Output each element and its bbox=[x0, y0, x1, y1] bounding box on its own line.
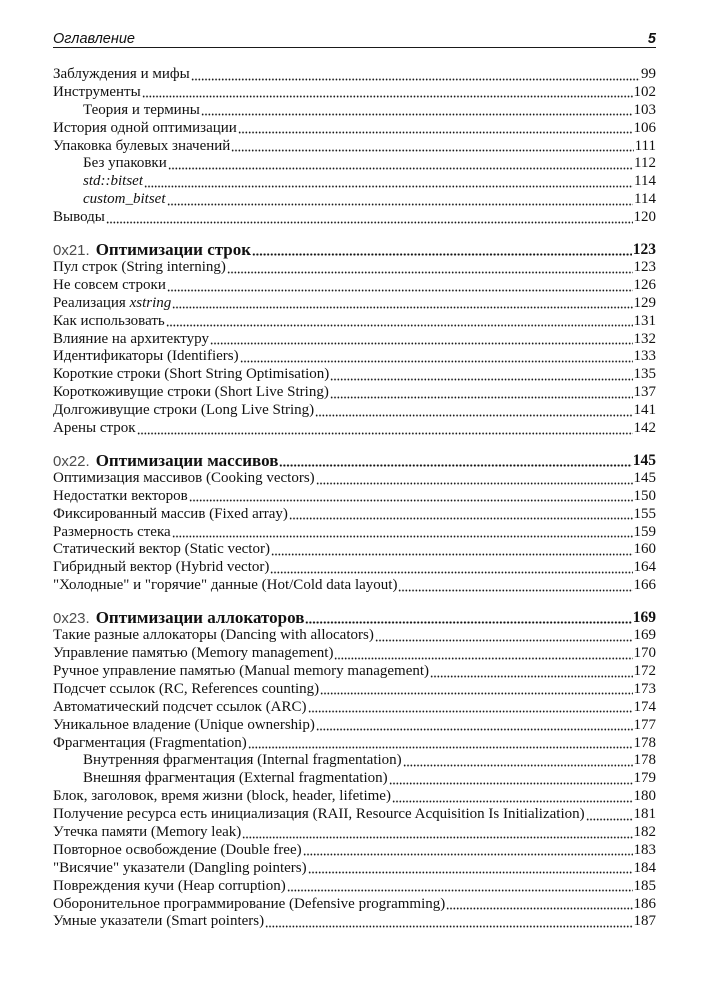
entry-page-number: 120 bbox=[633, 209, 656, 226]
entry-title-group bbox=[53, 138, 230, 156]
entry-page-number: 181 bbox=[633, 806, 656, 823]
dot-leader bbox=[308, 699, 633, 717]
entry-title-group bbox=[53, 681, 319, 699]
entry-title: Внутренняя фрагментация (Internal fragmentation) bbox=[83, 752, 402, 769]
toc-subentry bbox=[53, 155, 656, 173]
toc-entry bbox=[53, 138, 656, 156]
toc-entry bbox=[53, 84, 656, 102]
entry-title: Короткие строки (Short String Optimisation) bbox=[53, 366, 330, 383]
entry-page-number: 102 bbox=[633, 83, 656, 100]
entry-title-group bbox=[53, 259, 226, 277]
entry-page-number: 114 bbox=[634, 191, 656, 208]
chapter-number: 0x22. bbox=[53, 452, 90, 470]
entry-title: Фиксированный массив (Fixed array) bbox=[53, 505, 288, 522]
entry-page-number: 184 bbox=[633, 859, 656, 876]
entry-title-group bbox=[53, 735, 247, 753]
toc-entry bbox=[53, 120, 656, 138]
toc-entry bbox=[53, 806, 656, 824]
dot-leader bbox=[172, 524, 633, 542]
toc-section bbox=[53, 609, 656, 931]
toc-subentry bbox=[53, 770, 656, 788]
toc-entry bbox=[53, 717, 656, 735]
dot-leader bbox=[248, 735, 633, 753]
dot-leader bbox=[316, 470, 633, 488]
entry-page-number: 183 bbox=[633, 841, 656, 858]
entry-title-group bbox=[53, 66, 190, 84]
dot-leader bbox=[320, 681, 632, 699]
dot-leader bbox=[106, 209, 633, 227]
entry-title-group bbox=[53, 155, 167, 173]
chapter-heading-text bbox=[53, 609, 304, 628]
entry-title-group bbox=[53, 384, 329, 402]
entry-page-number: 145 bbox=[633, 469, 656, 486]
toc-entry bbox=[53, 681, 656, 699]
entry-title: Оборонительное программирование (Defensive programming) bbox=[53, 895, 446, 912]
table-of-contents bbox=[53, 66, 656, 931]
entry-title: Утечка памяти (Memory leak) bbox=[53, 823, 242, 840]
chapter-heading bbox=[53, 609, 656, 627]
toc-entry bbox=[53, 402, 656, 420]
entry-title-group bbox=[53, 524, 171, 542]
entry-title: Ручное управление памятью (Manual memory management) bbox=[53, 662, 430, 679]
entry-page-number: 137 bbox=[633, 384, 656, 401]
dot-leader bbox=[142, 84, 633, 102]
entry-page-number: 169 bbox=[633, 627, 656, 644]
entry-title-group bbox=[53, 913, 264, 931]
entry-title: Долгоживущие строки (Long Live String) bbox=[53, 402, 315, 419]
entry-page-number: 182 bbox=[633, 823, 656, 840]
toc-entry bbox=[53, 699, 656, 717]
dot-leader bbox=[271, 541, 633, 559]
entry-title: Получение ресурса есть инициализация (RAII, Resource Acquisition Is Initialization) bbox=[53, 806, 585, 823]
entry-title-group bbox=[53, 488, 188, 506]
chapter-title: Оптимизации аллокаторов bbox=[95, 609, 305, 628]
entry-title-group bbox=[53, 295, 171, 313]
dot-leader bbox=[240, 348, 633, 366]
entry-title-group bbox=[53, 788, 391, 806]
toc-entry bbox=[53, 663, 656, 681]
toc-entry bbox=[53, 860, 656, 878]
toc-entry bbox=[53, 66, 656, 84]
entry-title-group bbox=[53, 699, 307, 717]
entry-title: Как использовать bbox=[53, 312, 165, 329]
dot-leader bbox=[316, 717, 633, 735]
toc-entry bbox=[53, 506, 656, 524]
entry-page-number: 160 bbox=[633, 541, 656, 558]
entry-title: Инструменты bbox=[53, 83, 141, 100]
entry-title: custom_bitset bbox=[83, 191, 166, 208]
chapter-heading bbox=[53, 241, 656, 259]
dot-leader bbox=[287, 878, 633, 896]
dot-leader bbox=[168, 155, 633, 173]
entry-title: Повторное освобождение (Double free) bbox=[53, 841, 302, 858]
entry-title-group bbox=[53, 752, 402, 770]
entry-title-group bbox=[53, 577, 397, 595]
entry-page-number: 111 bbox=[634, 137, 656, 154]
dot-leader bbox=[242, 824, 632, 842]
toc-subentry bbox=[53, 102, 656, 120]
entry-title-group bbox=[53, 506, 288, 524]
entry-page-number: 164 bbox=[633, 559, 656, 576]
toc-entry bbox=[53, 420, 656, 438]
dot-leader bbox=[398, 577, 632, 595]
dot-leader bbox=[375, 627, 633, 645]
entry-title-group bbox=[53, 120, 237, 138]
dot-leader bbox=[270, 559, 632, 577]
entry-title-group bbox=[53, 824, 241, 842]
entry-title-group bbox=[53, 627, 374, 645]
toc-entry bbox=[53, 627, 656, 645]
entry-page-number: 179 bbox=[633, 770, 656, 787]
dot-leader bbox=[137, 420, 633, 438]
toc-entry bbox=[53, 788, 656, 806]
entry-title: Статический вектор (Static vector) bbox=[53, 541, 270, 558]
entry-title: "Холодные" и "горячие" данные (Hot/Cold data layout) bbox=[53, 577, 398, 594]
dot-leader bbox=[167, 191, 634, 209]
entry-title-group bbox=[53, 331, 209, 349]
entry-title: "Висячие" указатели (Dangling pointers) bbox=[53, 859, 307, 876]
entry-page-number: 133 bbox=[633, 348, 656, 365]
toc-section bbox=[53, 241, 656, 438]
chapter-page-number: 169 bbox=[632, 609, 656, 627]
dot-leader bbox=[430, 663, 632, 681]
dot-leader bbox=[265, 913, 632, 931]
toc-entry bbox=[53, 313, 656, 331]
toc-entry bbox=[53, 488, 656, 506]
entry-title: Внешняя фрагментация (External fragmentation) bbox=[83, 770, 388, 787]
entry-title-group bbox=[53, 559, 269, 577]
entry-page-number: 187 bbox=[633, 913, 656, 930]
entry-page-number: 123 bbox=[633, 259, 656, 276]
chapter-title: Оптимизации строк bbox=[95, 241, 252, 260]
dot-leader bbox=[227, 259, 633, 277]
entry-title: Пул строк (String interning) bbox=[53, 259, 226, 276]
toc-entry bbox=[53, 541, 656, 559]
entry-title-group bbox=[53, 191, 166, 209]
toc-subentry bbox=[53, 191, 656, 209]
entry-title-group bbox=[53, 470, 315, 488]
entry-title-group bbox=[53, 173, 143, 191]
entry-title: Выводы bbox=[53, 209, 105, 226]
chapter-heading-text bbox=[53, 241, 251, 260]
toc-entry bbox=[53, 645, 656, 663]
entry-title-group bbox=[53, 541, 270, 559]
dot-leader bbox=[231, 138, 633, 156]
entry-page-number: 174 bbox=[633, 698, 656, 715]
dot-leader bbox=[289, 506, 633, 524]
dot-leader bbox=[172, 295, 632, 313]
dot-leader bbox=[279, 452, 631, 470]
entry-page-number: 172 bbox=[633, 662, 656, 679]
toc-entry bbox=[53, 295, 656, 313]
entry-page-number: 129 bbox=[633, 294, 656, 311]
entry-title-group bbox=[53, 645, 333, 663]
dot-leader bbox=[308, 860, 633, 878]
entry-page-number: 159 bbox=[633, 523, 656, 540]
chapter-page-number: 145 bbox=[632, 451, 656, 469]
dot-leader bbox=[305, 609, 631, 627]
toc-entry bbox=[53, 735, 656, 753]
entry-title: Не совсем строки bbox=[53, 276, 166, 293]
dot-leader bbox=[330, 384, 633, 402]
entry-page-number: 166 bbox=[633, 577, 656, 594]
dot-leader bbox=[403, 752, 633, 770]
toc-entry bbox=[53, 384, 656, 402]
dot-leader bbox=[201, 102, 633, 120]
entry-title-group bbox=[53, 878, 286, 896]
entry-title: Фрагментация (Fragmentation) bbox=[53, 734, 247, 751]
entry-page-number: 112 bbox=[634, 155, 656, 172]
entry-page-number: 142 bbox=[633, 420, 656, 437]
dot-leader bbox=[334, 645, 632, 663]
toc-entry bbox=[53, 470, 656, 488]
dot-leader bbox=[210, 331, 633, 349]
toc-entry bbox=[53, 577, 656, 595]
entry-title: Блок, заголовок, время жизни (block, header, lifetime) bbox=[53, 788, 391, 805]
entry-title-group bbox=[53, 717, 315, 735]
entry-page-number: 155 bbox=[633, 505, 656, 522]
entry-title-group bbox=[53, 842, 302, 860]
entry-page-number: 141 bbox=[633, 402, 656, 419]
toc-entry bbox=[53, 209, 656, 227]
entry-title: Управление памятью (Memory management) bbox=[53, 645, 334, 662]
chapter-heading-text bbox=[53, 452, 278, 471]
entry-title-italic: xstring bbox=[129, 294, 172, 311]
chapter-number: 0x21. bbox=[53, 242, 90, 260]
entry-title: Гибридный вектор (Hybrid vector) bbox=[53, 559, 270, 576]
entry-page-number: 178 bbox=[633, 752, 656, 769]
entry-title: Такие разные аллокаторы (Dancing with allocators) bbox=[53, 627, 374, 644]
entry-page-number: 178 bbox=[633, 734, 656, 751]
entry-title: Недостатки векторов bbox=[53, 487, 188, 504]
chapter-page-number: 123 bbox=[632, 241, 656, 259]
entry-title-group bbox=[53, 313, 165, 331]
toc-entry bbox=[53, 842, 656, 860]
entry-title: Оптимизация массивов (Cooking vectors) bbox=[53, 469, 315, 486]
entry-page-number: 185 bbox=[633, 877, 656, 894]
entry-title: Уникальное владение (Unique ownership) bbox=[53, 716, 315, 733]
entry-title: Короткоживущие строки (Short Live String) bbox=[53, 384, 329, 401]
dot-leader bbox=[167, 277, 633, 295]
entry-page-number: 135 bbox=[633, 366, 656, 383]
entry-title-group bbox=[53, 209, 105, 227]
entry-title: Влияние на архитектуру bbox=[53, 330, 209, 347]
entry-title-group bbox=[53, 402, 314, 420]
toc-entry bbox=[53, 559, 656, 577]
entry-title: Арены строк bbox=[53, 420, 136, 437]
entry-title: Без упаковки bbox=[83, 155, 167, 172]
entry-title-group bbox=[53, 84, 141, 102]
chapter-title: Оптимизации массивов bbox=[95, 451, 279, 470]
entry-page-number: 126 bbox=[633, 276, 656, 293]
dot-leader bbox=[389, 770, 633, 788]
entry-title-group bbox=[53, 277, 166, 295]
toc-entry bbox=[53, 878, 656, 896]
entry-title: Реализация bbox=[53, 294, 126, 311]
dot-leader bbox=[238, 120, 633, 138]
entry-title-group bbox=[53, 366, 329, 384]
toc-entry bbox=[53, 896, 656, 914]
entry-title-group bbox=[53, 102, 200, 120]
entry-title: Размерность стека bbox=[53, 523, 171, 540]
entry-page-number: 99 bbox=[641, 66, 656, 82]
toc-entry bbox=[53, 259, 656, 277]
entry-title: Подсчет ссылок (RC, References counting) bbox=[53, 680, 320, 697]
entry-page-number: 106 bbox=[633, 119, 656, 136]
entry-page-number: 177 bbox=[633, 716, 656, 733]
chapter-number: 0x23. bbox=[53, 610, 90, 628]
toc-section bbox=[53, 452, 656, 595]
entry-title: Идентификаторы (Identifiers) bbox=[53, 348, 239, 365]
entry-page-number: 150 bbox=[633, 487, 656, 504]
entry-page-number: 131 bbox=[633, 312, 656, 329]
dot-leader bbox=[166, 313, 633, 331]
entry-title: Упаковка булевых значений bbox=[53, 137, 231, 154]
entry-title-group bbox=[53, 860, 307, 878]
toc-entry bbox=[53, 348, 656, 366]
toc-entry bbox=[53, 331, 656, 349]
entry-page-number: 180 bbox=[633, 788, 656, 805]
toc-entry bbox=[53, 824, 656, 842]
dot-leader bbox=[189, 488, 633, 506]
entry-title: std::bitset bbox=[83, 173, 143, 190]
dot-leader bbox=[446, 896, 632, 914]
dot-leader bbox=[144, 173, 633, 191]
dot-leader bbox=[586, 806, 633, 824]
entry-title: Заблуждения и мифы bbox=[53, 66, 190, 82]
entry-title-group bbox=[53, 896, 445, 914]
entry-page-number: 170 bbox=[633, 645, 656, 662]
header-title: Оглавление bbox=[53, 31, 135, 47]
toc-section bbox=[53, 66, 656, 227]
toc-entry bbox=[53, 524, 656, 542]
running-header bbox=[53, 31, 656, 48]
dot-leader bbox=[330, 366, 632, 384]
dot-leader bbox=[392, 788, 633, 806]
entry-page-number: 132 bbox=[633, 330, 656, 347]
dot-leader bbox=[252, 241, 632, 259]
entry-title: Умные указатели (Smart pointers) bbox=[53, 913, 265, 930]
entry-title: История одной оптимизации bbox=[53, 119, 237, 136]
entry-page-number: 186 bbox=[633, 895, 656, 912]
entry-title: Автоматический подсчет ссылок (ARC) bbox=[53, 698, 307, 715]
entry-page-number: 114 bbox=[634, 173, 656, 190]
entry-title: Теория и термины bbox=[83, 101, 200, 118]
entry-page-number: 173 bbox=[633, 680, 656, 697]
dot-leader bbox=[315, 402, 632, 420]
toc-subentry bbox=[53, 173, 656, 191]
entry-title-group bbox=[53, 770, 388, 788]
entry-title-group bbox=[53, 663, 429, 681]
entry-title-group bbox=[53, 420, 136, 438]
header-page-number: 5 bbox=[647, 31, 656, 47]
chapter-heading bbox=[53, 452, 656, 470]
dot-leader bbox=[191, 66, 640, 84]
toc-entry bbox=[53, 366, 656, 384]
toc-entry bbox=[53, 913, 656, 931]
entry-title-group bbox=[53, 348, 239, 366]
entry-title: Повреждения кучи (Heap corruption) bbox=[53, 877, 286, 894]
entry-page-number: 103 bbox=[633, 101, 656, 118]
toc-entry bbox=[53, 277, 656, 295]
dot-leader bbox=[303, 842, 633, 860]
toc-subentry bbox=[53, 752, 656, 770]
entry-title-group bbox=[53, 806, 585, 824]
